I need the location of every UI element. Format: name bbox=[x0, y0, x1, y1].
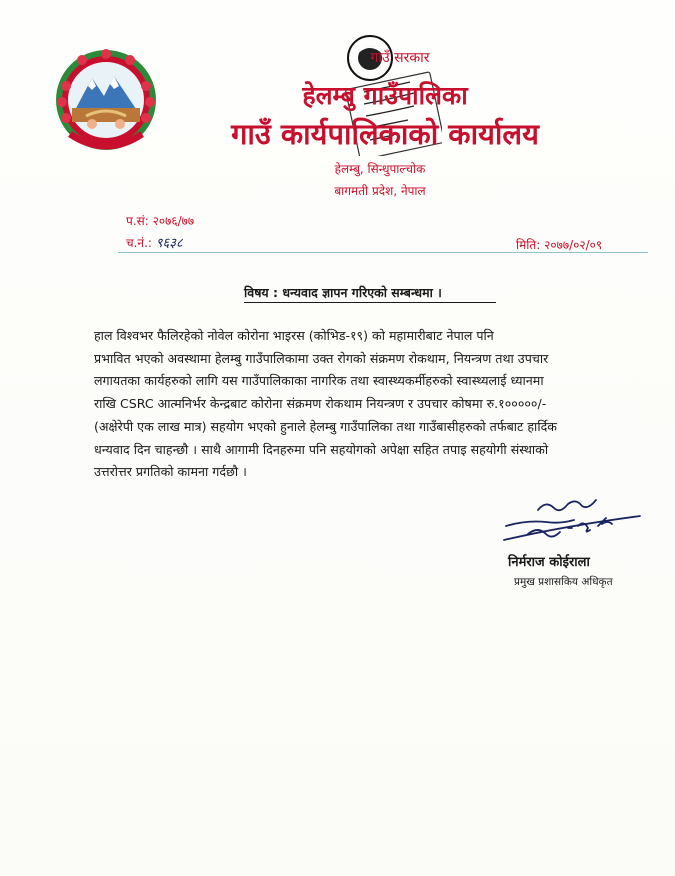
reference-ps bbox=[126, 212, 194, 229]
reference-cn-value: ९६३८ bbox=[155, 236, 183, 251]
signatory-name: निर्मराज कोईराला bbox=[508, 555, 590, 570]
signatory-title: प्रमुख प्रशासकिय अधिकृत bbox=[514, 576, 613, 588]
handwritten-signature-icon bbox=[498, 496, 648, 556]
office-name: गाउँ कार्यपालिकाको कार्यालय bbox=[231, 117, 539, 151]
subject-line: विषय : धन्यवाद ज्ञापन गरिएको सम्बन्धमा । bbox=[244, 285, 442, 300]
reference-ps-value: २०७६/७७ bbox=[152, 214, 195, 228]
reference-cn bbox=[126, 233, 183, 251]
letter-date bbox=[516, 236, 602, 253]
body-line: प्रभावित भएको अवस्थामा हेलम्बु गाउँपालिकामा उक्त रोगको संक्रमण रोकथाम, नियन्त्रण तथा उपचार bbox=[94, 350, 549, 366]
body-line: धन्यवाद दिन चाहन्छौ । साथै आगामी दिनहरुमा पनि सहयोगको अपेक्षा सहित तपाइ सहयोगी संस्थाको bbox=[94, 441, 549, 457]
body-line: (अक्षेरेपी एक लाख मात्र) सहयोग भएको हुनाले हेलम्बु गाउँपालिका तथा गाउँबासीहरुको तर्फबाट हार्दिक bbox=[94, 418, 557, 434]
letter-body bbox=[94, 325, 654, 484]
body-line: हाल विश्वभर फैलिरहेको नोवेल कोरोना भाइरस (कोभिड-१९) को महामारीबाट नेपाल पनि bbox=[94, 328, 494, 343]
address-district: हेलम्बु, सिन्धुपाल्चोक bbox=[334, 162, 426, 176]
header-divider bbox=[118, 252, 648, 253]
body-line: लगायतका कार्यहरुको लागि यस गाउँपालिकाका नागरिक तथा स्वास्थ्यकर्मीहरुको स्वास्थ्यलाई ध्यानमा bbox=[94, 373, 544, 389]
government-label: गाउँ सरकार bbox=[370, 50, 430, 66]
subject-underline bbox=[244, 302, 496, 303]
municipality-name: हेलम्बु गाउँपालिका bbox=[302, 81, 468, 110]
body-line: उत्तरोत्तर प्रगतिको कामना गर्दछौ । bbox=[94, 464, 247, 480]
reference-cn-label: च.नं.: bbox=[126, 236, 152, 250]
letter-date-value: २०७७/०२/०९ bbox=[544, 238, 603, 252]
letter-date-label: मिति: bbox=[516, 238, 541, 252]
address-province: बागमती प्रदेश, नेपाल bbox=[334, 184, 426, 198]
body-line: राखि CSRC आत्मनिर्भर केन्द्रबाट कोरोना संक्रमण रोकथाम नियन्त्रण र उपचार कोषमा रु.१०००००/- bbox=[94, 396, 547, 412]
reference-ps-label: प.सं: bbox=[126, 214, 149, 228]
nepal-emblem-icon bbox=[52, 46, 160, 154]
